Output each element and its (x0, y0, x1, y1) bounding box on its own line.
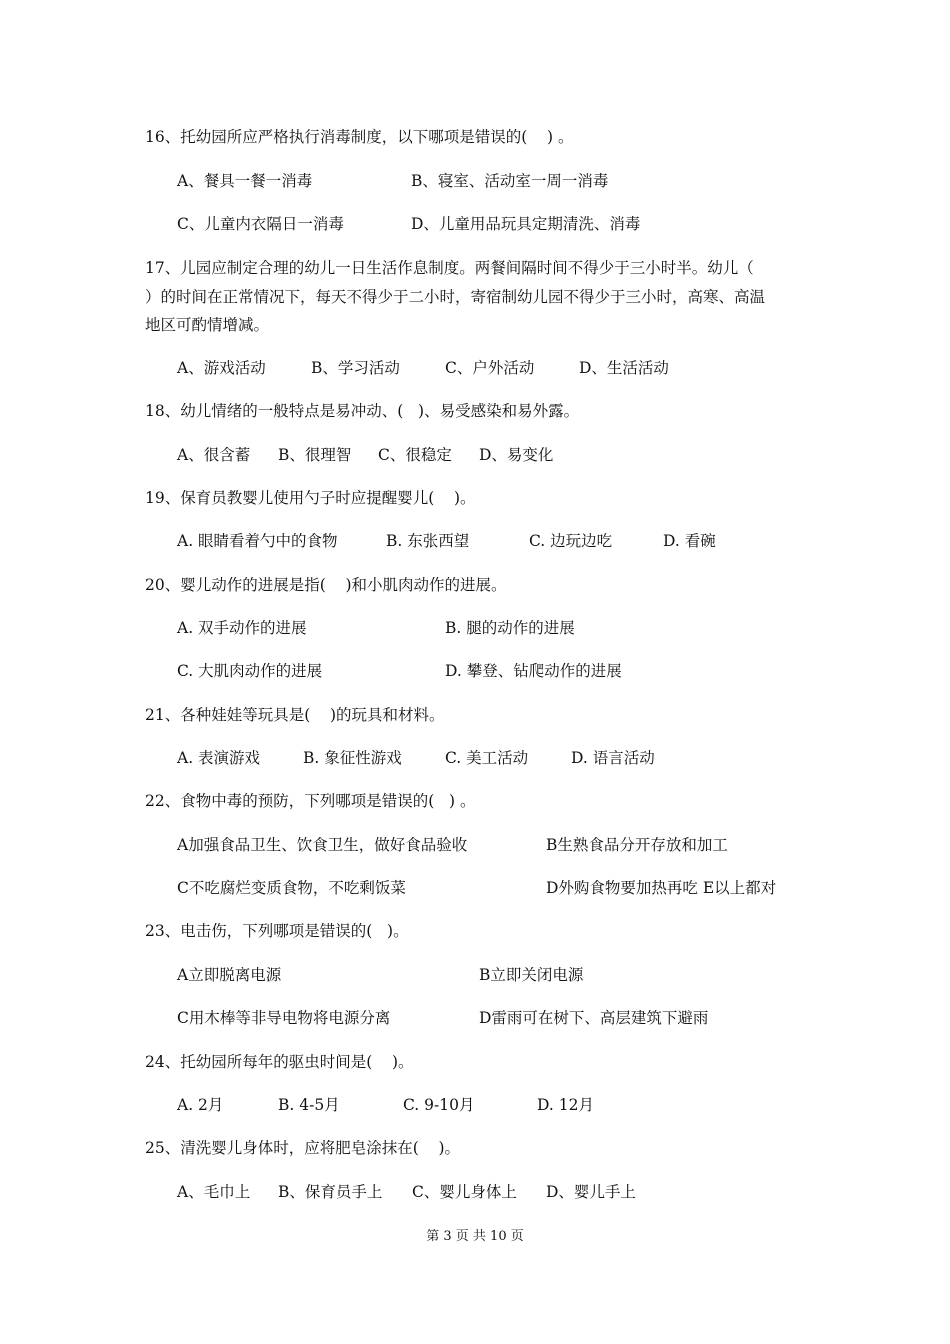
question-18-option-b: B、很理智 (278, 446, 352, 464)
question-24-option-d: D. 12月 (537, 1096, 594, 1114)
question-23-stem: 23、电击伤，下列哪项是错误的( )。 (145, 922, 409, 940)
question-18-option-d: D、易变化 (479, 446, 554, 464)
question-21-stem: 21、各种娃娃等玩具是( )的玩具和材料。 (145, 706, 445, 724)
question-18-option-a: A、很含蓄 (177, 446, 251, 464)
question-22-stem: 22、食物中毒的预防，下列哪项是错误的( ) 。 (145, 792, 476, 810)
question-22-option-a: A加强食品卫生、饮食卫生，做好食品验收 (177, 836, 468, 854)
question-21-option-c: C. 美工活动 (445, 749, 529, 767)
question-23-option-c: C用木棒等非导电物将电源分离 (177, 1009, 391, 1027)
question-25-option-c: C、婴儿身体上 (412, 1183, 517, 1201)
question-16-option-a: A、餐具一餐一消毒 (177, 172, 313, 190)
question-16-stem: 16、托幼园所应严格执行消毒制度，以下哪项是错误的( ) 。 (145, 128, 574, 146)
question-24-option-b: B. 4-5月 (278, 1096, 340, 1114)
question-19-option-a: A. 眼睛看着勺中的食物 (177, 532, 338, 550)
question-18-stem: 18、幼儿情绪的一般特点是易冲动、( )、易受感染和易外露。 (145, 402, 580, 420)
question-23-option-d: D雷雨可在树下、高层建筑下避雨 (479, 1009, 709, 1027)
question-24-stem: 24、托幼园所每年的驱虫时间是( )。 (145, 1053, 414, 1071)
question-25-stem: 25、清洗婴儿身体时，应将肥皂涂抹在( )。 (145, 1139, 461, 1157)
question-19-option-c: C. 边玩边吃 (529, 532, 613, 550)
question-23-option-a: A立即脱离电源 (177, 966, 282, 984)
question-16-option-d: D、儿童用品玩具定期清洗、消毒 (411, 215, 641, 233)
question-24-option-a: A. 2月 (177, 1096, 224, 1114)
question-25-option-d: D、婴儿手上 (546, 1183, 636, 1201)
question-17-option-d: D、生活活动 (579, 359, 669, 377)
question-16-option-b: B、寝室、活动室一周一消毒 (411, 172, 609, 190)
question-20-option-b: B. 腿的动作的进展 (445, 619, 575, 637)
question-20-stem: 20、婴儿动作的进展是指( )和小肌肉动作的进展。 (145, 576, 507, 594)
question-20-option-c: C. 大肌肉动作的进展 (177, 662, 323, 680)
question-19-option-b: B. 东张西望 (386, 532, 470, 550)
question-21-option-a: A. 表演游戏 (177, 749, 261, 767)
question-17-stem-line-1: 17、儿园应制定合理的幼儿一日生活作息制度。两餐间隔时间不得少于三小时半。幼儿（ (145, 259, 754, 277)
question-17-stem-line-3: 地区可酌情增减。 (145, 316, 270, 334)
question-23-option-b: B立即关闭电源 (479, 966, 584, 984)
question-22-option-b: B生熟食品分开存放和加工 (546, 836, 728, 854)
question-18-option-c: C、很稳定 (378, 446, 452, 464)
question-16-option-c: C、儿童内衣隔日一消毒 (177, 215, 344, 233)
question-17-option-c: C、户外活动 (445, 359, 535, 377)
question-19-stem: 19、保育员教婴儿使用勺子时应提醒婴儿( )。 (145, 489, 476, 507)
question-17-stem-line-2: ）的时间在正常情况下，每天不得少于二小时，寄宿制幼儿园不得少于三小时，高寒、高温 (145, 288, 766, 306)
question-20-option-d: D. 攀登、钻爬动作的进展 (445, 662, 622, 680)
question-17-option-b: B、学习活动 (311, 359, 400, 377)
question-22-option-c: C不吃腐烂变质食物，不吃剩饭菜 (177, 879, 406, 897)
question-19-option-d: D. 看碗 (663, 532, 716, 550)
question-17-option-a: A、游戏活动 (177, 359, 266, 377)
question-25-option-a: A、毛巾上 (177, 1183, 251, 1201)
question-21-option-b: B. 象征性游戏 (303, 749, 402, 767)
question-20-option-a: A. 双手动作的进展 (177, 619, 307, 637)
page-number-footer: 第 3 页 共 10 页 (426, 1229, 524, 1244)
question-22-option-d: D外购食物要加热再吃 E以上都对 (546, 879, 777, 897)
question-24-option-c: C. 9-10月 (403, 1096, 475, 1114)
question-21-option-d: D. 语言活动 (571, 749, 655, 767)
question-25-option-b: B、保育员手上 (278, 1183, 383, 1201)
